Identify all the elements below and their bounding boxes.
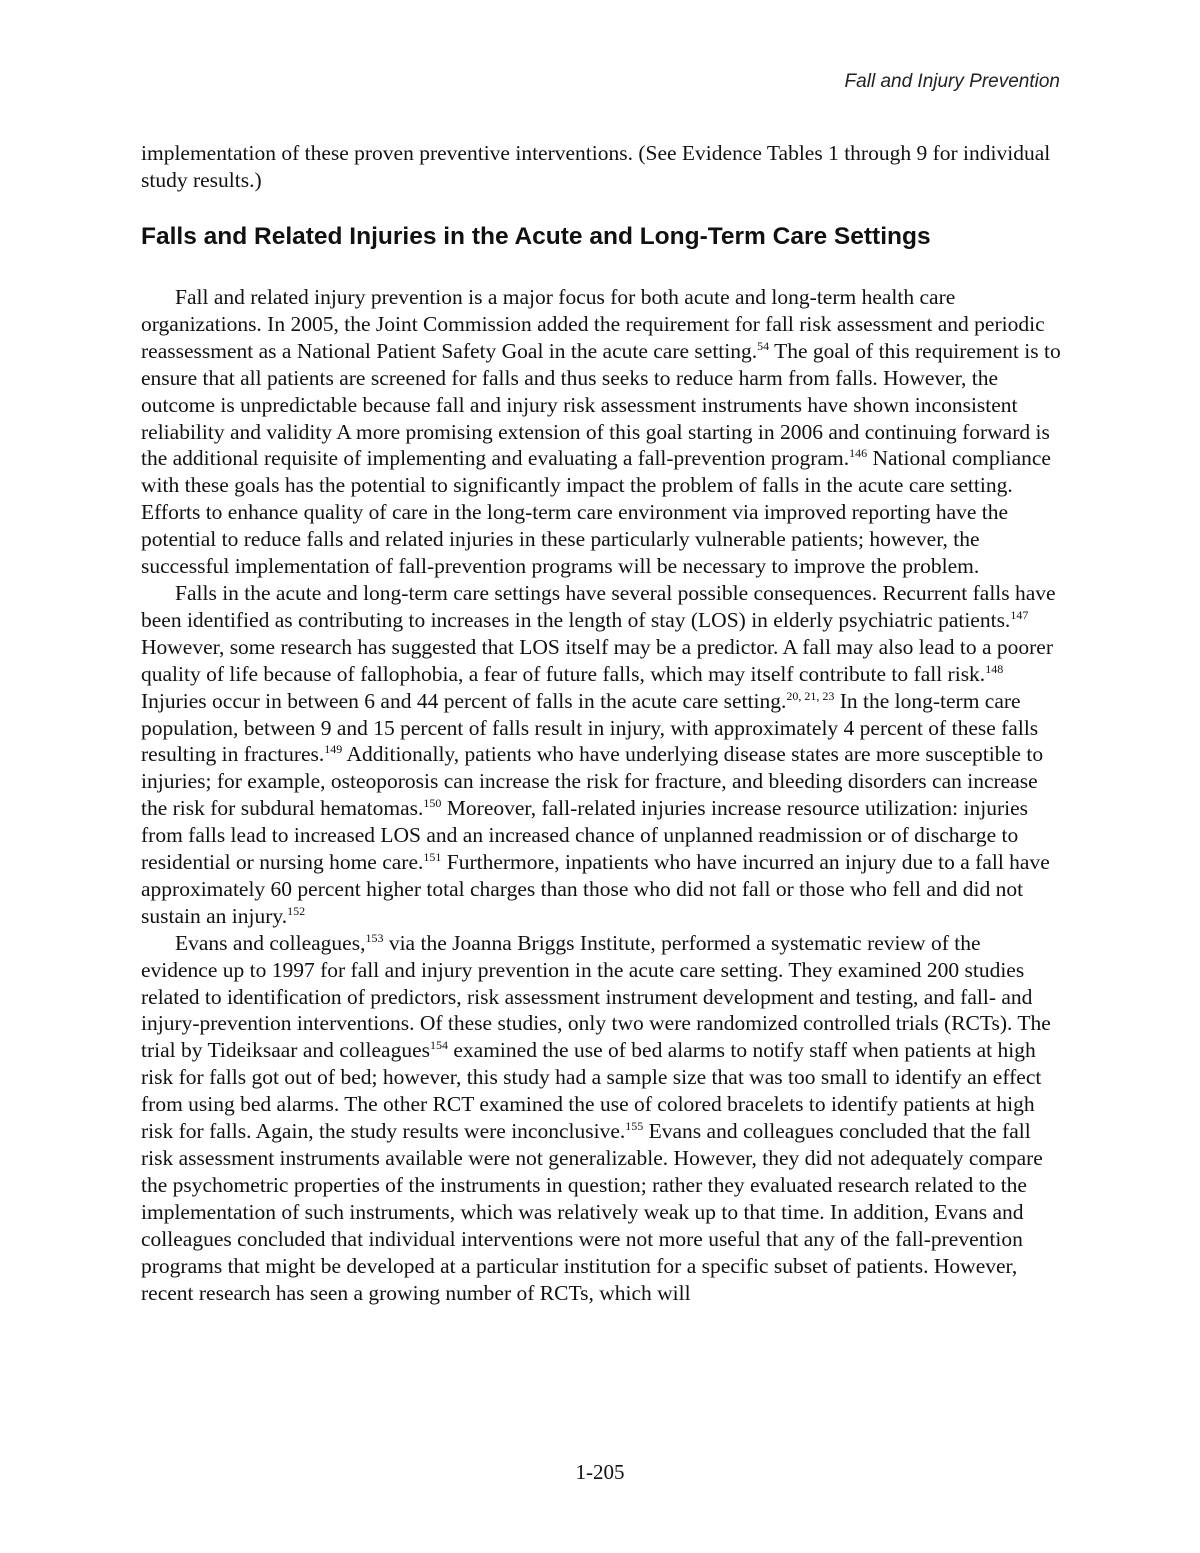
citation-ref: 149 — [324, 742, 343, 757]
citation-ref: 155 — [625, 1119, 644, 1134]
page-number: 1-205 — [575, 1460, 625, 1484]
text-segment: However, some research has suggested that LOS itself may be a predictor. A fall may also lead to a poorer quality of life because of fallophobia, a fear of future falls, which may itself contribute to fall risk. — [141, 634, 1054, 686]
citation-ref: 150 — [423, 796, 442, 811]
text-segment: Evans and colleagues, — [175, 930, 366, 955]
paragraph-3 — [141, 930, 1061, 1307]
running-header: Fall and Injury Prevention — [844, 71, 1060, 92]
text-segment: The goal of this requirement is to ensure that all patients are screened for falls and thus seeks to reduce harm from falls. However, the outcome is unpredictable because fall and injury risk assessment instruments have shown inconsistent reliability and validity A more promising extension of this goal starting in 2006 and continuing forward is the additional requisite of implementing and evaluating a fall-prevention program. — [141, 338, 1061, 471]
text-segment: Falls in the acute and long-term care settings have several possible consequences. Recurrent falls have been identified as contributing to increases in the length of stay (LOS) in elderly psychiatric patients. — [141, 580, 1056, 632]
section-heading: Falls and Related Injuries in the Acute and Long-Term Care Settings — [141, 223, 931, 250]
text-segment: Fall and related injury prevention is a major focus for both acute and long-term health care organizations. In 2005, the Joint Commission added the requirement for fall risk assessment and periodic reassessment as a National Patient Safety Goal in the acute care setting. — [141, 285, 1045, 363]
citation-ref: 151 — [423, 850, 442, 865]
citation-ref: 146 — [849, 446, 868, 461]
text-segment: Injuries occur in between 6 and 44 percent of falls in the acute care setting. — [141, 688, 787, 713]
intro-text: implementation of these proven preventive interventions. (See Evidence Tables 1 through 9 for individual study results.) — [141, 141, 1051, 192]
citation-ref: 20, 21, 23 — [786, 688, 835, 703]
text-segment: Moreover, fall-related injuries increase resource utilization: injuries from falls lead to increased LOS and an increased chance of unplanned readmission or of discharge to residential or nursing home care. — [141, 796, 1028, 875]
intro-paragraph — [141, 140, 1061, 194]
citation-ref: 153 — [365, 930, 384, 945]
citation-ref: 152 — [287, 903, 306, 918]
text-segment: Additionally, patients who have underlying disease states are more susceptible to injuries; for example, osteoporosis can increase the risk for fracture, and bleeding disorders can increase the risk for subdural hematomas. — [141, 742, 1044, 821]
citation-ref: 147 — [1010, 607, 1029, 622]
body-text — [141, 284, 1061, 1306]
text-segment: In the long-term care population, between 9 and 15 percent of falls result in injury, with approximately 4 percent of these falls resulting in fractures. — [141, 688, 1039, 767]
paragraph-2 — [141, 580, 1061, 930]
text-segment: Evans and colleagues concluded that the fall risk assessment instruments available were not generalizable. However, they did not adequately compare the psychometric properties of the instruments in question; rather they evaluated research related to the implementation of such instruments, which was relatively weak up to that time. In addition, Evans and colleagues concluded that individual interventions were not more useful that any of the fall-prevention programs that might be developed at a particular institution for a specific subset of patients. However, recent research has seen a growing number of RCTs, which will — [141, 1119, 1043, 1305]
paragraph-1 — [141, 284, 1061, 580]
text-segment: National compliance with these goals has the potential to significantly impact the problem of falls in the acute care setting. Efforts to enhance quality of care in the long-term care environment via improved reporting have the potential to reduce falls and related injuries in these particularly vulnerable patients; however, the successful implementation of fall-prevention programs will be necessary to improve the problem. — [141, 446, 1051, 579]
text-segment: Furthermore, inpatients who have incurred an injury due to a fall have approximately 60 percent higher total charges than those who did not fall or those who fell and did not sustain an injury. — [141, 850, 1050, 928]
citation-ref: 54 — [757, 338, 770, 353]
citation-ref: 154 — [430, 1038, 448, 1053]
text-segment: examined the use of bed alarms to notify staff when patients at high risk for falls got out of bed; however, this study had a sample size that was too small to identify an effect from using bed alarms. The other RCT examined the use of colored bracelets to identify patients at high risk for falls. Again, the study results were inconclusive. — [141, 1038, 1042, 1144]
citation-ref: 148 — [985, 661, 1004, 676]
text-segment: via the Joanna Briggs Institute, performed a systematic review of the evidence up to 1997 for fall and injury prevention in the acute care setting. They examined 200 studies related to identification of predictors, risk assessment instrument development and testing, and fall- and injury-prevention interventions. Of these studies, only two were randomized controlled trials (RCTs). The trial by Tideiksaar and colleagues — [141, 930, 1051, 1063]
